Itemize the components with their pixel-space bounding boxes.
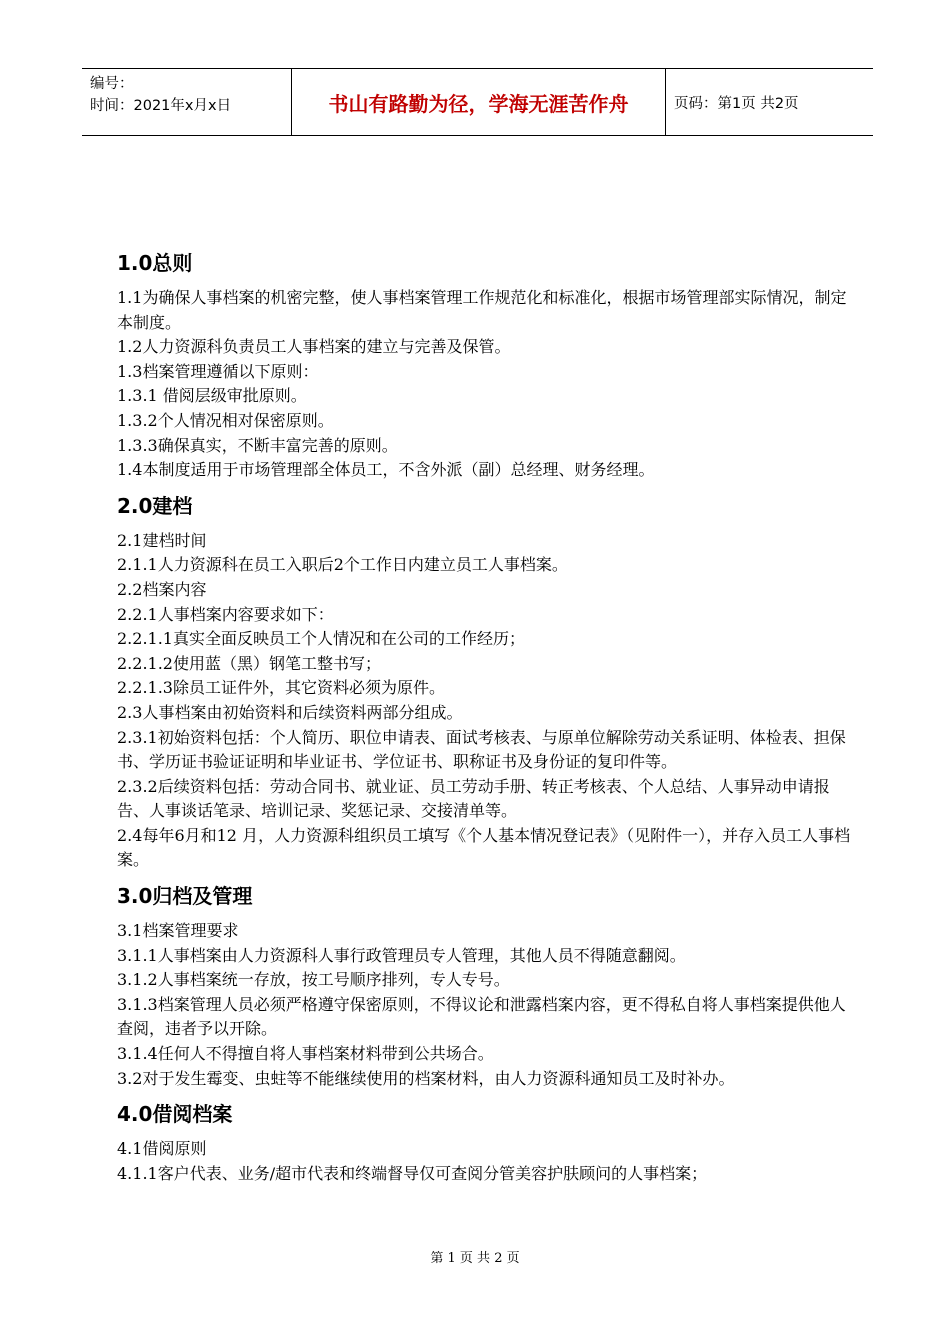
paragraph: 4.1.1客户代表、业务/超市代表和终端督导仅可查阅分管美容护肤顾问的人事档案；: [117, 1163, 708, 1183]
paragraph: 2.3人事档案由初始资料和后续资料两部分组成。: [117, 702, 463, 722]
page-footer: 第 1 页 共 2 页: [430, 1251, 520, 1266]
section-general: [117, 248, 857, 483]
paragraph: 3.1.2人事档案统一存放，按工号顺序排列，专人专号。: [117, 970, 510, 990]
document-body: [117, 248, 857, 1194]
paragraph: 2.1建档时间: [117, 530, 207, 550]
header-slogan: 书山有路勤为径，学海无涯苦作舟: [292, 69, 666, 136]
paragraph: 1.4本制度适用于市场管理部全体员工，不含外派（副）总经理、财务经理。: [117, 460, 655, 480]
section-borrowing: [117, 1099, 857, 1186]
paragraph: 3.2对于发生霉变、虫蛀等不能继续使用的档案材料，由人力资源科通知员工及时补办。: [117, 1068, 735, 1088]
paragraph: 2.2.1人事档案内容要求如下：: [117, 604, 334, 624]
paragraph: 2.4每年6月和12 月，人力资源科组织员工填写《个人基本情况登记表》（见附件一），并存入员工人事档案。: [117, 825, 851, 870]
paragraph: 2.2.1.3除员工证件外，其它资料必须为原件。: [117, 678, 445, 698]
paragraph: 2.2.1.1真实全面反映员工个人情况和在公司的工作经历；: [117, 629, 525, 649]
document-header: [82, 68, 873, 136]
paragraph: 1.1为确保人事档案的机密完整，使人事档案管理工作规范化和标准化，根据市场管理部实际情况，制定本制度。: [117, 288, 847, 332]
header-page-label: 页码：第1页 共2页: [666, 69, 874, 136]
paragraph: 3.1.4任何人不得擅自将人事档案材料带到公共场合。: [117, 1044, 494, 1064]
document-number-label: 编号：: [90, 76, 134, 92]
section-heading: 3.0归档及管理: [117, 884, 253, 909]
paragraph: 4.1借阅原则: [117, 1139, 207, 1159]
paragraph: 3.1档案管理要求: [117, 921, 239, 941]
paragraph: 1.2人力资源科负责员工人事档案的建立与完善及保管。: [117, 337, 511, 357]
paragraph: 2.2档案内容: [117, 579, 207, 599]
header-meta-cell: [82, 69, 292, 136]
paragraph: 3.1.1人事档案由人力资源科人事行政管理员专人管理，其他人员不得随意翻阅。: [117, 945, 686, 965]
section-heading: 4.0借阅档案: [117, 1102, 233, 1127]
paragraph: 1.3.2个人情况相对保密原则。: [117, 410, 334, 430]
paragraph: 3.1.3档案管理人员必须严格遵守保密原则，不得议论和泄露档案内容，更不得私自将人事档案提供他人查阅，违者予以开除。: [117, 994, 846, 1039]
paragraph: 1.3档案管理遵循以下原则：: [117, 361, 319, 381]
document-time-label: 时间：2021年x月x日: [90, 98, 232, 114]
paragraph: 2.3.1初始资料包括：个人简历、职位申请表、面试考核表、与原单位解除劳动关系证明、体检表、担保书、学历证书验证证明和毕业证书、学位证书、职称证书及身份证的复印件等。: [117, 727, 846, 772]
section-heading: 2.0建档: [117, 493, 193, 518]
paragraph: 2.2.1.2使用蓝（黑）钢笔工整书写；: [117, 653, 381, 673]
paragraph: 1.3.1 借阅层级审批原则。: [117, 386, 307, 406]
paragraph: 2.3.2后续资料包括：劳动合同书、就业证、员工劳动手册、转正考核表、个人总结、人事异动申请报告、人事谈话笔录、培训记录、奖惩记录、交接清单等。: [117, 776, 830, 821]
section-heading: 1.0总则: [117, 251, 193, 275]
section-archiving: [117, 881, 857, 1091]
section-filing: [117, 491, 857, 873]
paragraph: 1.3.3确保真实，不断丰富完善的原则。: [117, 435, 398, 455]
paragraph: 2.1.1人力资源科在员工入职后2个工作日内建立员工人事档案。: [117, 555, 568, 575]
